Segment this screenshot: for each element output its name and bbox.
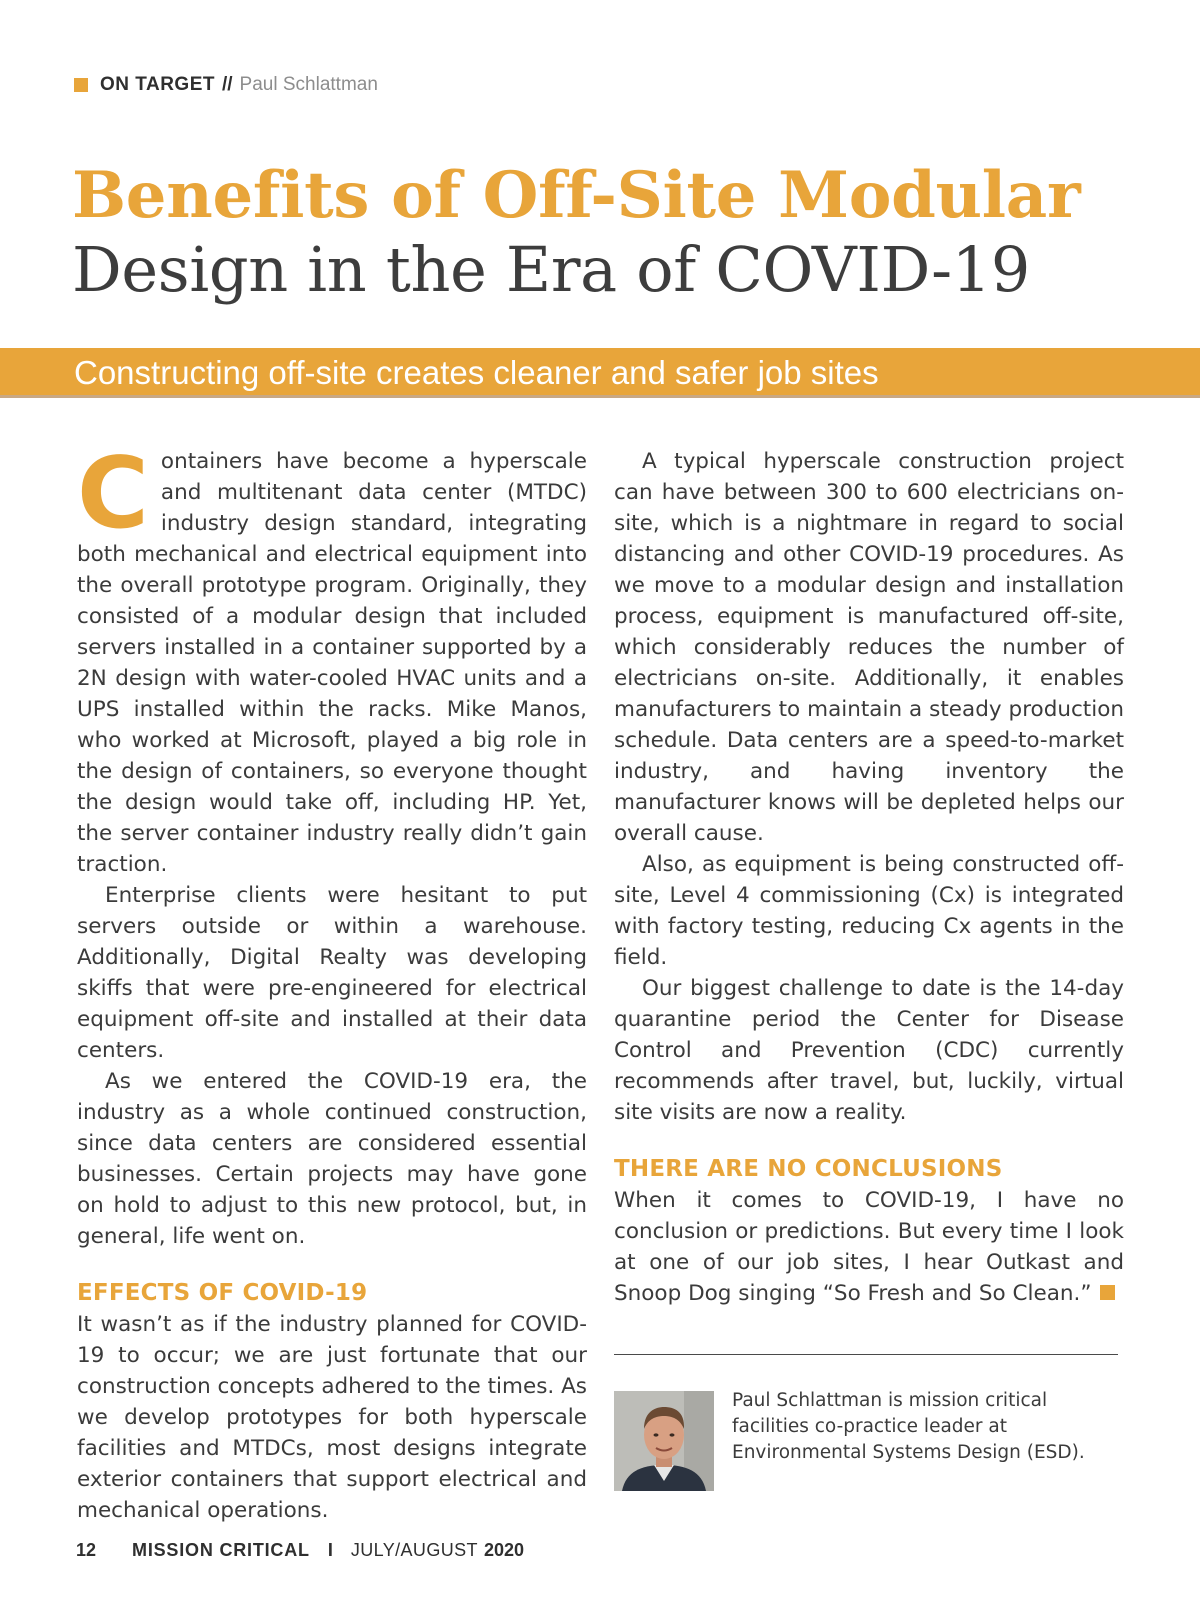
page-number: 12 xyxy=(76,1539,97,1560)
closing-text: When it comes to COVID-19, I have no conclusion or predictions. But every time I look at one of our job sites, I hear Outkast and Snoop Dog singing “So Fresh and So Clean.” xyxy=(614,1188,1124,1306)
paragraph: A typical hyperscale construction project can have between 300 to 600 electricians on-site, which is a nightmare in regard to social distancing and other COVID-19 procedures. As we move to a modular design and installation process, equipment is manufactured off-site, which considerably reduces the number of electricians on-site. Additionally, it enables manufacturers to maintain a steady production schedule. Data centers are a speed-to-market industry, and having inventory the manufacturer knows will be depleted helps our overall cause. xyxy=(614,449,1124,846)
paragraph: It wasn’t as if the industry planned for COVID-19 to occur; we are just fortunate that our construction concepts adhered to the times. As we develop prototypes for both hyperscale facilities and MTDCs, most designs integrate exterior containers that support electrical and mechanical operations. xyxy=(77,1312,587,1523)
article-title-line-1: Benefits of Off-Site Modular xyxy=(72,158,1081,233)
left-column xyxy=(77,437,587,1526)
paragraph: As we entered the COVID-19 era, the industry as a whole continued construction, since data centers are considered essential businesses. Certain projects may have gone on hold to adjust to this new protocol, but, in general, life went on. xyxy=(77,1069,587,1249)
subtitle-banner xyxy=(0,348,1200,398)
author-bio: Paul Schlattman is mission critical facilities co-practice leader at Environmental Systems Design (ESD). xyxy=(732,1390,1085,1463)
footer-divider: I xyxy=(327,1539,333,1560)
bio-divider xyxy=(614,1354,1118,1355)
paragraph: Containers have become a hyperscale and multitenant data center (MTDC) industry design standard, integrating both mechanical and electrical equipment into the overall prototype program. Originally, they consisted of a modular design that included servers installed in a container supported by a 2N design with water-cooled HVAC units and a UPS installed within the racks. Mike Manos, who worked at Microsoft, played a big role in the design of containers, so everyone thought the design would take off, including HP. Yet, the server container industry really didn’t gain traction. xyxy=(77,437,587,877)
closing-paragraph xyxy=(614,1185,1124,1309)
section-marker-icon xyxy=(74,78,88,92)
article-subtitle: Constructing off-site creates cleaner and safer job sites xyxy=(74,354,879,391)
section-header xyxy=(74,74,378,96)
author-name: Paul Schlattman xyxy=(239,74,378,95)
article-title-line-2: Design in the Era of COVID-19 xyxy=(72,233,1031,306)
magazine-name: MISSION CRITICAL xyxy=(132,1539,310,1560)
right-column xyxy=(614,446,1124,1309)
paragraph: Our biggest challenge to date is the 14-day quarantine period the Center for Disease Control and Prevention (CDC) currently recommends after travel, but, luckily, virtual site visits are now a reality. xyxy=(614,976,1124,1125)
author-photo xyxy=(614,1391,714,1491)
issue-year: 2020 xyxy=(483,1539,524,1560)
section-heading-effects: EFFECTS OF COVID-19 xyxy=(77,1280,368,1306)
paragraph: Enterprise clients were hesitant to put servers outside or within a warehouse. Additionally, Digital Realty was developing skiffs that were pre-engineered for electrical equipment off-site and installed at their data centers. xyxy=(77,883,587,1063)
paragraph: Also, as equipment is being constructed off-site, Level 4 commissioning (Cx) is integrated with factory testing, reducing Cx agents in the field. xyxy=(614,852,1124,970)
section-separator: // xyxy=(221,74,233,95)
issue-label: JULY/AUGUST xyxy=(350,1539,478,1560)
section-label: ON TARGET xyxy=(100,74,215,95)
section-heading-conclusions: THERE ARE NO CONCLUSIONS xyxy=(614,1156,1003,1182)
end-mark-icon xyxy=(1100,1285,1115,1300)
author-portrait-icon xyxy=(614,1391,714,1491)
page-footer xyxy=(76,1538,524,1562)
